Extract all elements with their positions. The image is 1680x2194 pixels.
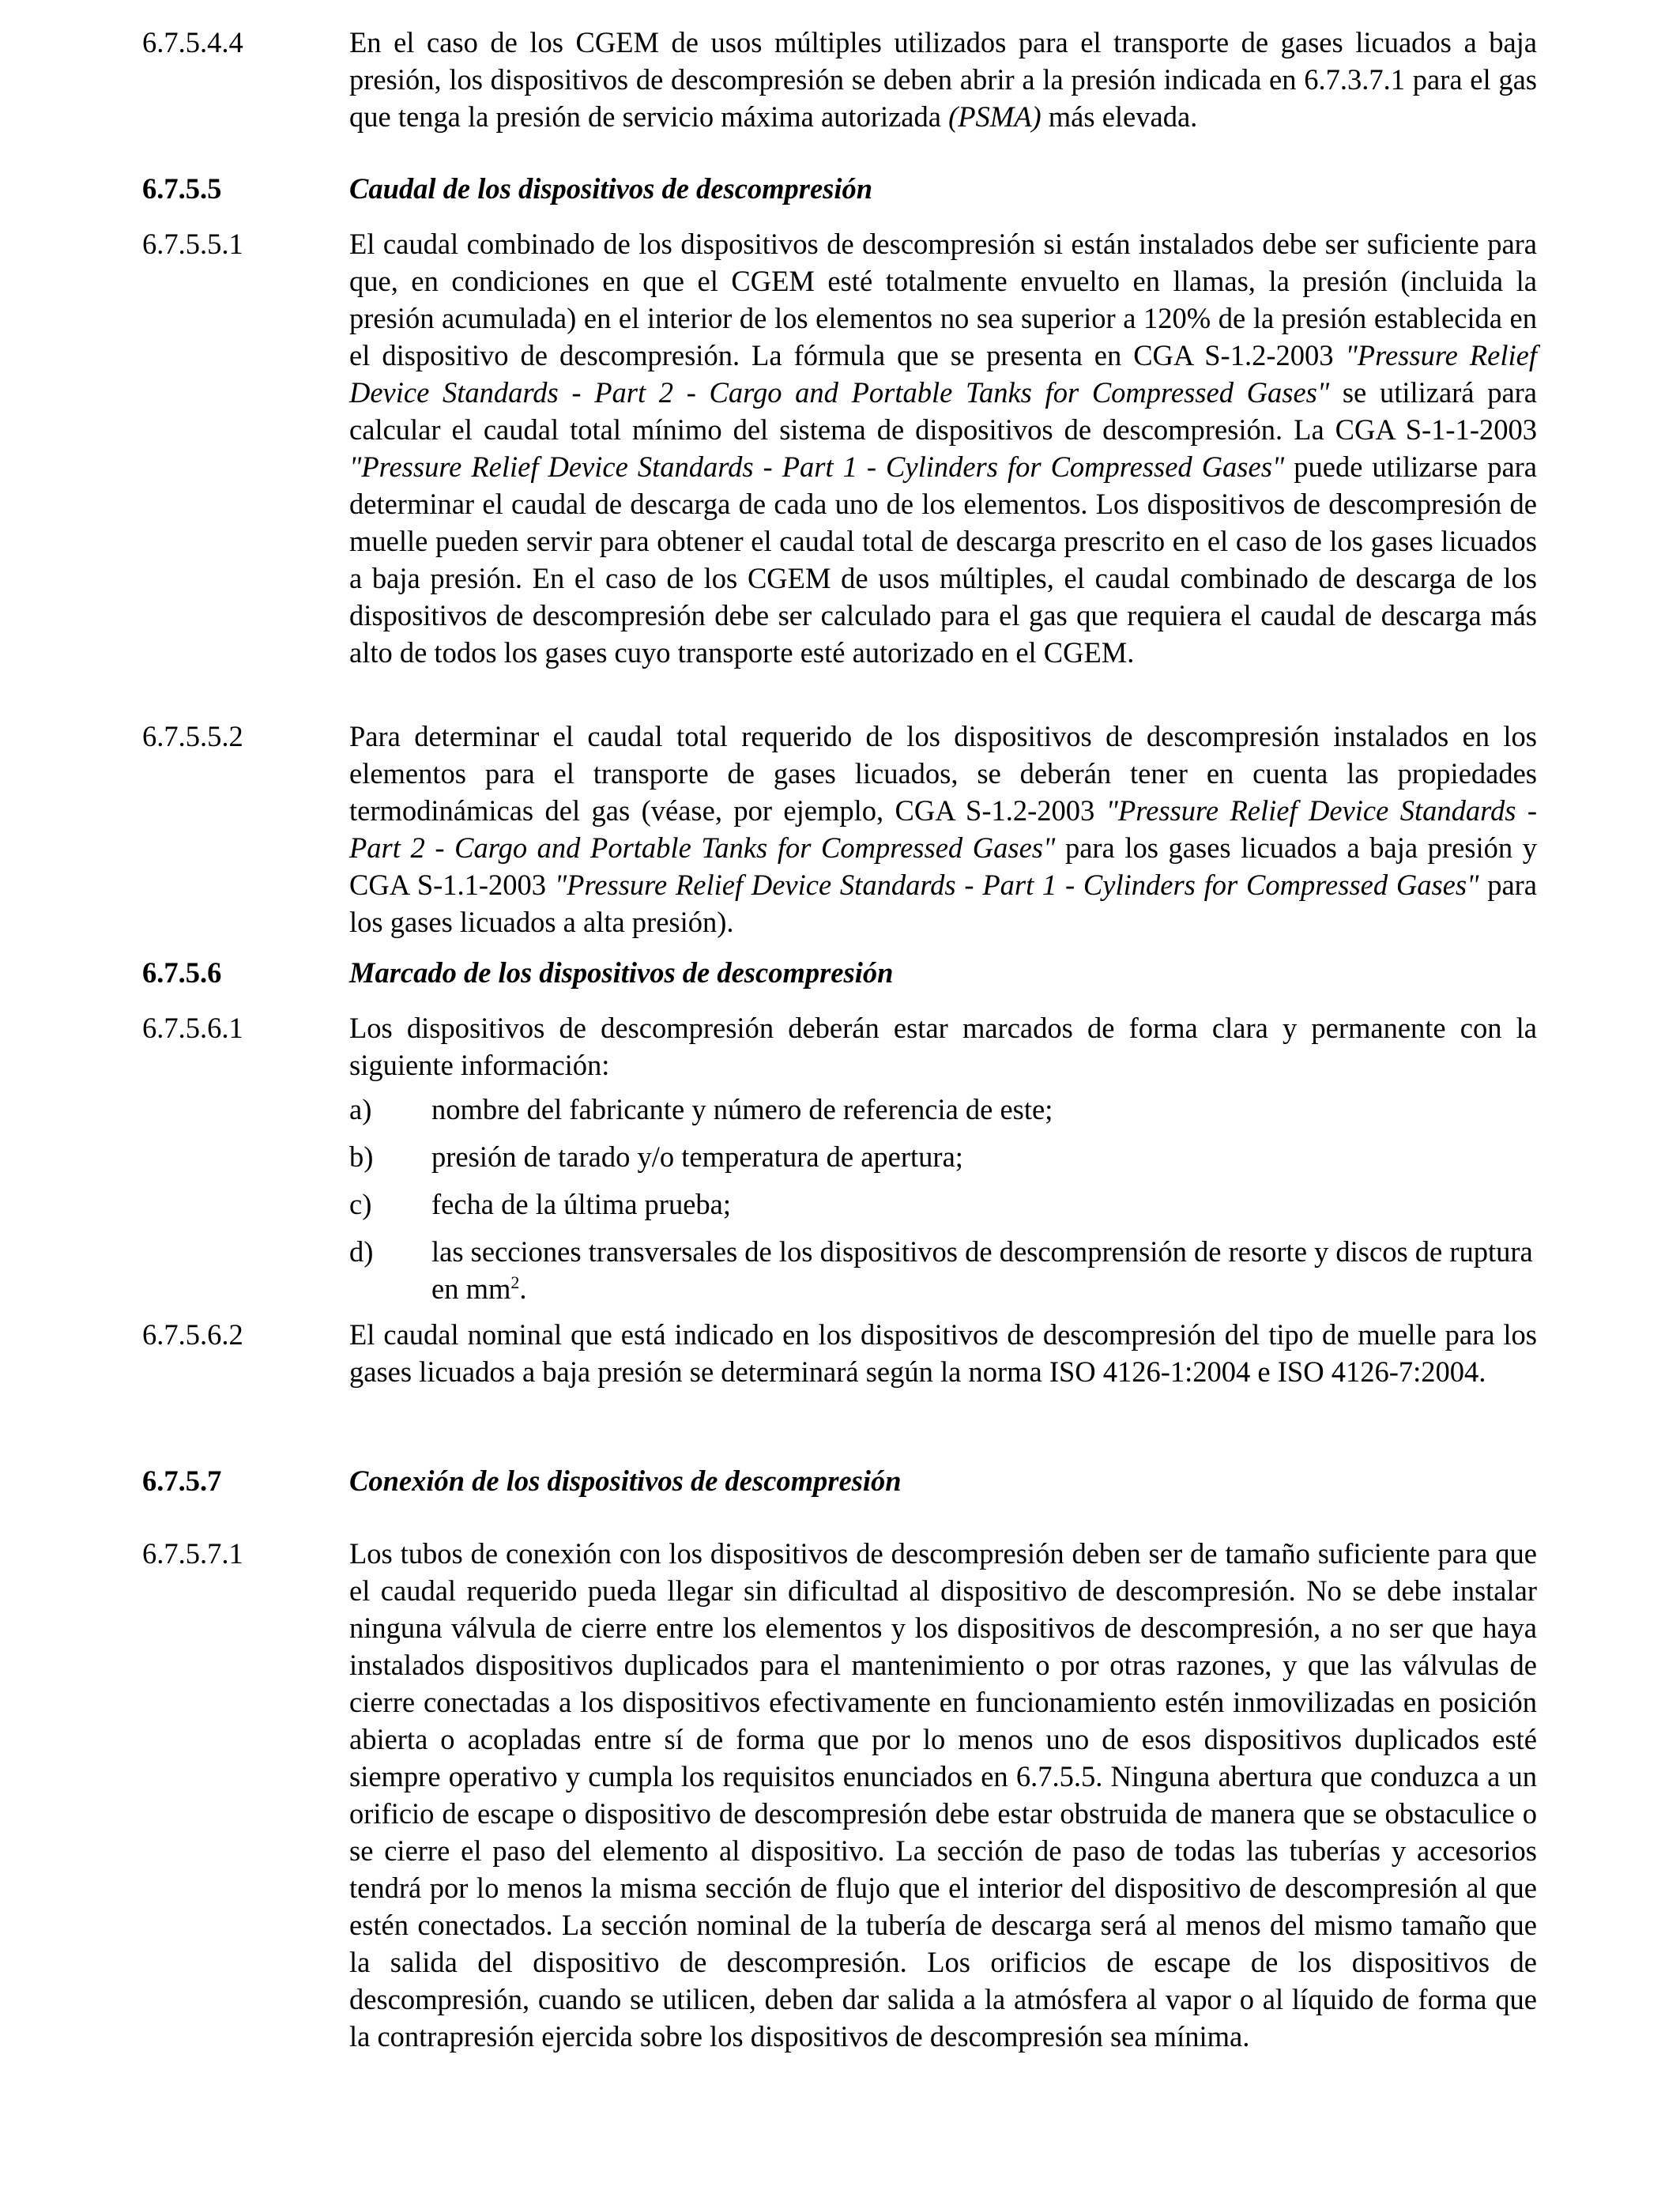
paragraph-6-7-5-4-4: [142, 24, 1537, 135]
italic-citation: "Pressure Relief Device Standards - Part 1 - Cylinders for Compressed Gases": [349, 450, 1285, 483]
paragraph-number: 6.7.5.7.1: [142, 1537, 243, 1570]
paragraph-6-7-5-7-1: [142, 1535, 1537, 2055]
italic-citation: "Pressure Relief Device Standards - Part 2 - Cargo and Portable Tanks for Compressed Gases": [349, 794, 1537, 864]
heading-6-7-5-5: [142, 170, 1537, 207]
text-run: se utilizará para calcular el caudal total mínimo del sistema de dispositivos de descompresión. La CGA S-1-1-2003: [349, 376, 1537, 446]
paragraph-text: [349, 225, 1537, 671]
paragraph-text: [349, 24, 1537, 135]
list-marker: d): [349, 1235, 374, 1268]
section-title: Caudal de los dispositivos de descompresión: [349, 172, 873, 205]
heading-6-7-5-7: [142, 1462, 1537, 1499]
list-item-text: [431, 1233, 1537, 1307]
text-run: .: [519, 1272, 527, 1305]
list-item-text: nombre del fabricante y número de referencia de este;: [431, 1093, 1053, 1125]
paragraph-text: Los dispositivos de descompresión deberán estar marcados de forma clara y permanente con la siguiente información:: [349, 1012, 1537, 1081]
paragraph-number: 6.7.5.6.2: [142, 1318, 243, 1351]
superscript: 2: [510, 1272, 520, 1292]
paragraph-text: Los tubos de conexión con los dispositivos de descompresión deben ser de tamaño suficiente para que el caudal requerido pueda llegar sin dificultad al dispositivo de descompresión. No se debe instalar ninguna válvula de cierre entre los elementos y los dispositivos de descompresión, a no ser que haya instalados dispositivos duplicados para el mantenimiento o por otras razones, y que las válvulas de cierre conectadas a los dispositivos efectivamente en funcionamiento estén inmovilizadas en posición abierta o acopladas entre sí de forma que por lo menos uno de esos dispositivos duplicados esté siempre operativo y cumpla los requisitos enunciados en 6.7.5.5. Ninguna abertura que conduzca a un orificio de escape o dispositivo de descompresión debe estar obstruida de manera que se obstaculice o se cierre el paso del elemento al dispositivo. La sección de paso de todas las tuberías y accesorios tendrá por lo menos la misma sección de flujo que el interior del dispositivo de descompresión al que estén conectados. La sección nominal de la tubería de descarga será al menos del mismo tamaño que la salida del dispositivo de descompresión. Los orificios de escape de los dispositivos de descompresión, cuando se utilicen, deben dar salida a la atmósfera al vapor o al líquido de forma que la contrapresión ejercida sobre los dispositivos de descompresión sea mínima.: [349, 1537, 1537, 2053]
list-marker: a): [349, 1093, 372, 1125]
list-item-text: fecha de la última prueba;: [431, 1188, 732, 1220]
text-run: las secciones transversales de los dispositivos de descomprensión de resorte y discos de ruptura en mm: [431, 1235, 1533, 1305]
italic-citation: "Pressure Relief Device Standards - Part 2 - Cargo and Portable Tanks for Compressed Gases": [349, 339, 1537, 409]
paragraph-6-7-5-5-1: [142, 225, 1537, 671]
section-title: Conexión de los dispositivos de descompresión: [349, 1465, 902, 1497]
italic-citation: "Pressure Relief Device Standards - Part 1 - Cylinders for Compressed Gases": [554, 869, 1479, 901]
section-number: 6.7.5.7: [142, 1465, 222, 1497]
list-item: [349, 1138, 1537, 1175]
list-item: [349, 1091, 1537, 1128]
text-run: para los gases licuados a alta presión).: [349, 869, 1537, 938]
heading-6-7-5-6: [142, 954, 1537, 991]
paragraph-text: El caudal nominal que está indicado en los dispositivos de descompresión del tipo de muelle para los gases licuados a baja presión se determinará según la norma ISO 4126-1:2004 e ISO 4126-7:2004.: [349, 1318, 1537, 1388]
text-run: para los gases licuados a baja presión y CGA S-1.1-2003: [349, 831, 1537, 901]
italic-term: (PSMA): [948, 100, 1042, 133]
list-item: [349, 1186, 1537, 1223]
text-run: El caudal combinado de los dispositivos de descompresión si están instalados debe ser suficiente para que, en condiciones en que el CGEM esté totalmente envuelto en llamas, la presión (incluida la presión acumulada) en el interior de los elementos no sea superior a 120% de la presión establecida en el dispositivo de descompresión. La fórmula que se presenta en CGA S-1.2-2003: [349, 228, 1537, 371]
list-item-text: presión de tarado y/o temperatura de apertura;: [431, 1140, 963, 1173]
paragraph-number: 6.7.5.4.4: [142, 26, 243, 58]
text-run: más elevada.: [1041, 100, 1198, 133]
paragraph-number: 6.7.5.6.1: [142, 1012, 243, 1044]
paragraph-number: 6.7.5.5.2: [142, 720, 243, 752]
section-number: 6.7.5.6: [142, 956, 222, 989]
paragraph-6-7-5-6-1: [142, 1009, 1537, 1084]
text-run: En el caso de los CGEM de usos múltiples utilizados para el transporte de gases licuados a baja presión, los dispositivos de descompresión se deben abrir a la presión indicada en 6.7.3.7.1 para el gas que tenga la presión de servicio máxima autorizada: [349, 26, 1537, 133]
paragraph-number: 6.7.5.5.1: [142, 228, 243, 260]
section-number: 6.7.5.5: [142, 172, 222, 205]
paragraph-text: [349, 718, 1537, 941]
list-marker: b): [349, 1140, 374, 1173]
text-run: puede utilizarse para determinar el caudal de descarga de cada uno de los elementos. Los dispositivos de descompresión de muelle pueden servir para obtener el caudal total de descarga prescrito en el caso de los gases licuados a baja presión. En el caso de los CGEM de usos múltiples, el caudal combinado de descarga de los dispositivos de descompresión debe ser calculado para el gas que requiera el caudal de descarga más alto de todos los gases cuyo transporte esté autorizado en el CGEM.: [349, 450, 1538, 669]
paragraph-6-7-5-6-2: [142, 1316, 1537, 1390]
section-title: Marcado de los dispositivos de descompresión: [349, 956, 894, 989]
list-item: [349, 1233, 1537, 1307]
list-marker: c): [349, 1188, 372, 1220]
paragraph-6-7-5-5-2: [142, 718, 1537, 941]
text-run: Para determinar el caudal total requerido de los dispositivos de descompresión instalados en los elementos para el transporte de gases licuados, se deberán tener en cuenta las propiedades termodinámicas del gas (véase, por ejemplo, CGA S-1.2-2003: [349, 720, 1537, 827]
